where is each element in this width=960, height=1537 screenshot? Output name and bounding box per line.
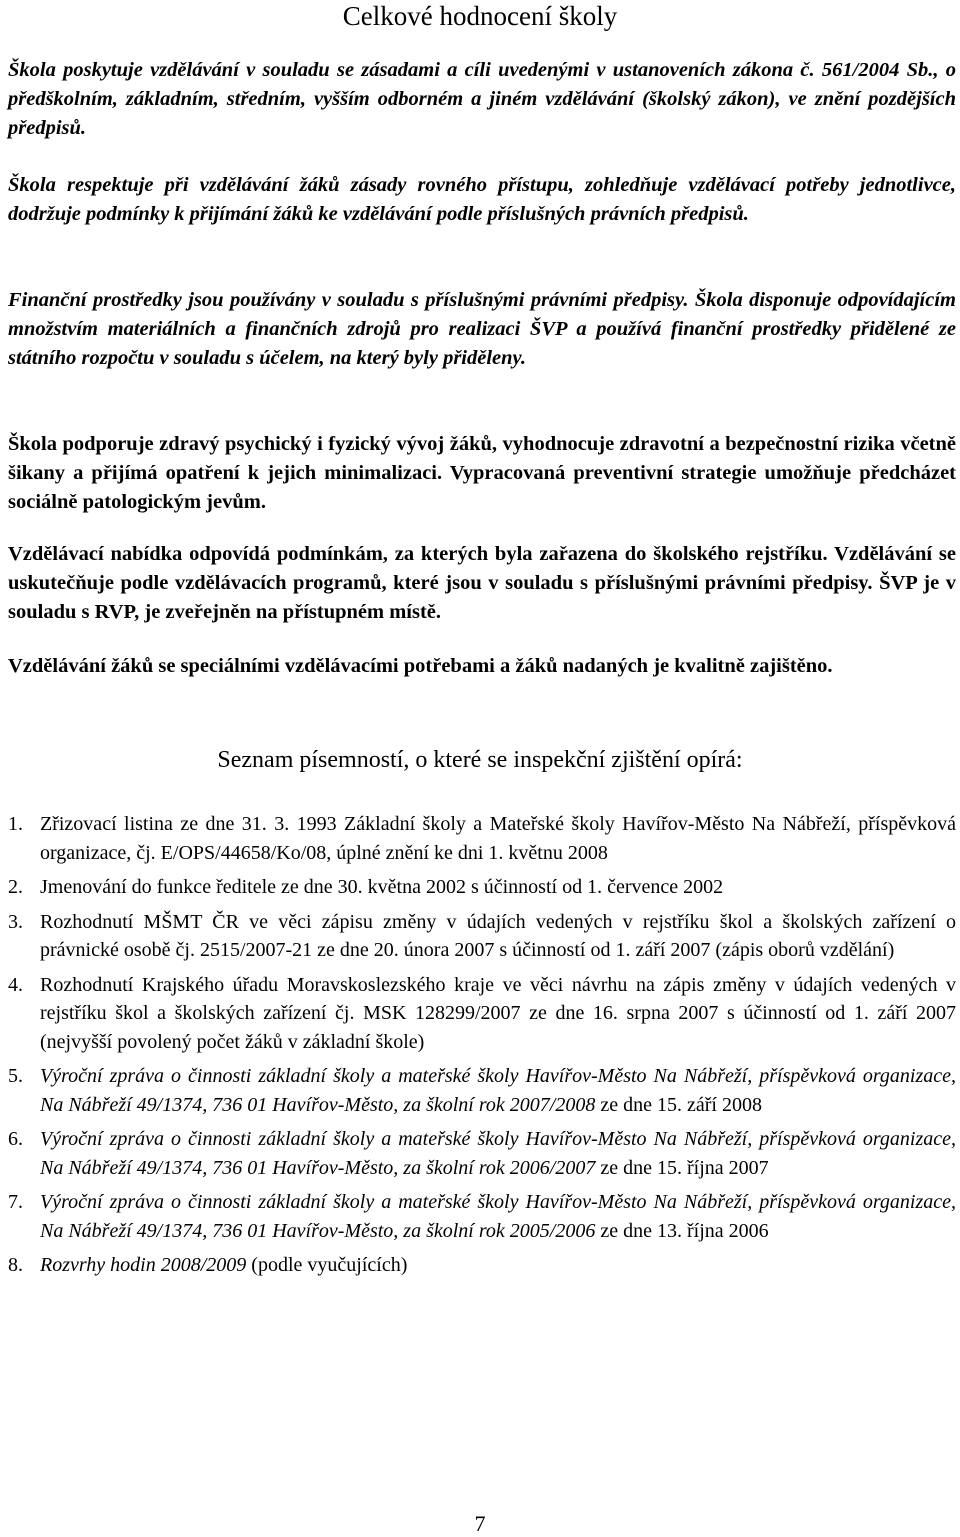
document-item [8,908,956,965]
paragraph-health-safety: Škola podporuje zdravý psychický i fyzický vývoj žáků, vyhodnocuje zdravotní a bezpečnostní rizika včetně šikany a přijímá opatření k jejich minimalizaci. Vypracovaná preventivní strategie umožňuje předcházet sociálně patologickým jevům. [8,433,956,513]
document-item-number: 6. [8,1128,23,1150]
document-item-number: 3. [8,910,23,933]
page-number: 7 [474,1511,486,1536]
paragraph-special-needs: Vzdělávání žáků se speciálními vzdělávacími potřebami a žáků nadaných je kvalitně zajištěno. [8,655,833,677]
document-item-text: Jmenování do funkce ředitele ze dne 30. května 2002 s účinností od 1. července 2002 [40,876,724,898]
documents-heading: Seznam písemností, o které se inspekční zjištění opírá: [217,747,743,773]
document-item-text: Rozhodnutí Krajského úřadu Moravskoslezského kraje ve věci návrhu na zápis změny v údajích vedených v rejstříku škol a školských zařízení čj. MSK 128299/2007 ze dne 16. srpna 2007 s účinností od 1. září 2007 (nejvyšší povolený počet žáků v základní škole) [40,973,956,1053]
document-item [8,1062,956,1119]
documents-list [8,810,956,1286]
paragraph-equal-access: Škola respektuje při vzdělávání žáků zásady rovného přístupu, zohledňuje vzdělávací potřeby jednotlivce, dodržuje podmínky k přijímání žáků ke vzdělávání podle příslušných právních předpisů. [8,174,956,225]
document-item-number: 8. [8,1254,23,1276]
document-item-text: Zřizovací listina ze dne 31. 3. 1993 Základní školy a Mateřské školy Havířov-Město Na Nábřeží, příspěvková organizace, čj. E/OPS/44658/Ko/08, úplné znění ke dni 1. květnu 2008 [40,813,956,864]
document-item-text: (podle vyučujících) [246,1254,408,1276]
document-item-number: 7. [8,1191,23,1213]
paragraph-education-offer: Vzdělávací nabídka odpovídá podmínkám, za kterých byla zařazena do školského rejstříku. Vzdělávání se uskutečňuje podle vzdělávacích programů, které jsou v souladu s příslušnými právními předpisy. ŠVP je v souladu s RVP, je zveřejněn na přístupném místě. [8,543,956,623]
document-item-number: 4. [8,973,23,996]
document-item-text: ze dne 15. října 2007 [595,1156,769,1179]
document-item [8,1251,956,1280]
document-item-text: Rozhodnutí MŠMT ČR ve věci zápisu změny v údajích vedených v rejstříku škol a školských zařízení o právnické osobě čj. 2515/2007-21 ze dne 20. února 2007 s účinností od 1. září 2007 (zápis oborů vzdělání) [40,910,956,961]
document-item-number: 2. [8,876,23,898]
document-item-title: Rozvrhy hodin 2008/2009 [40,1254,247,1276]
document-item [8,1188,956,1245]
document-item [8,810,956,867]
document-item-title: Výroční zpráva o činnosti základní školy a mateřské školy Havířov-Město Na Nábřeží, příspěvková organizace, Na Nábřeží 49/1374, 736 01 Havířov-Město, za školní rok 2005/2006 [40,1191,956,1242]
document-item [8,1125,956,1182]
paragraph-legal-compliance: Škola poskytuje vzdělávání v souladu se zásadami a cíli uvedenými v ustanoveních zákona č. 561/2004 Sb., o předškolním, základním, středním, vyšším odborném a jiném vzdělávání (školský zákon), ve znění pozdějších předpisů. [8,59,956,139]
document-item-title: Výroční zpráva o činnosti základní školy a mateřské školy Havířov-Město Na Nábřeží, příspěvková organizace, Na Nábřeží 49/1374, 736 01 Havířov-Město, za školní rok 2006/2007 [40,1128,956,1179]
document-item-text: ze dne 15. září 2008 [595,1093,762,1116]
page-title: Celkové hodnocení školy [342,1,618,31]
document-item-text: ze dne 13. října 2006 [595,1219,769,1242]
document-item-title: Výroční zpráva o činnosti základní školy a mateřské školy Havířov-Město Na Nábřeží, příspěvková organizace, Na Nábřeží 49/1374, 736 01 Havířov-Město, za školní rok 2007/2008 [40,1065,956,1116]
document-item [8,873,956,902]
document-item-number: 5. [8,1065,23,1087]
document-item-number: 1. [8,813,23,835]
paragraph-finances: Finanční prostředky jsou používány v souladu s příslušnými právními předpisy. Škola disponuje odpovídajícím množstvím materiálních a finančních zdrojů pro realizaci ŠVP a používá finanční prostředky přidělené ze státního rozpočtu v souladu s účelem, na který byly přiděleny. [8,289,956,369]
document-item [8,971,956,1057]
